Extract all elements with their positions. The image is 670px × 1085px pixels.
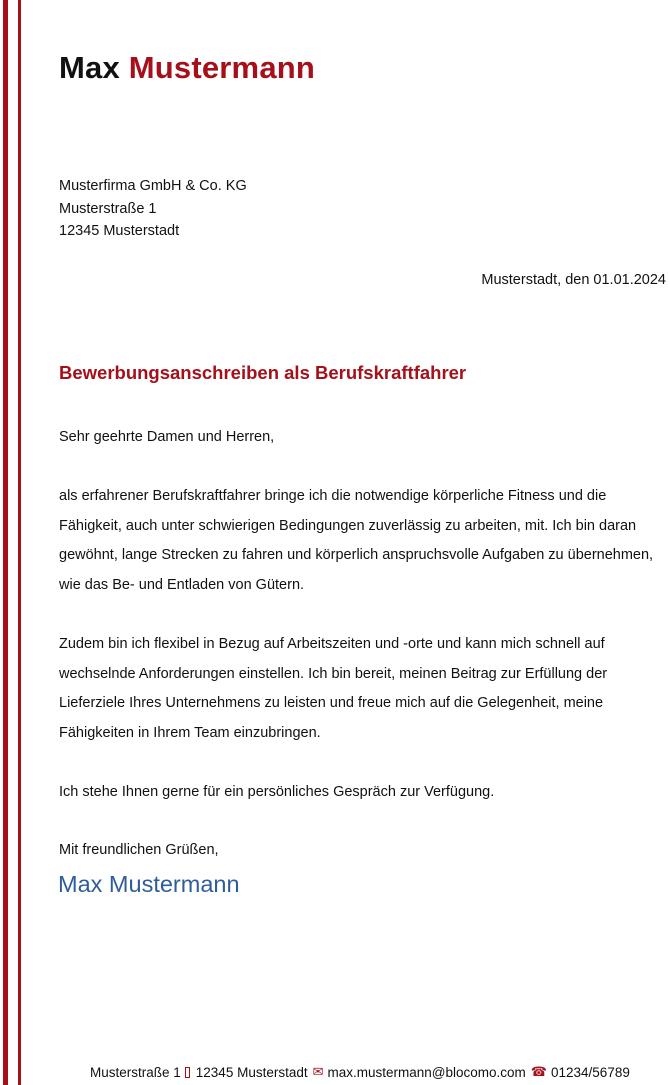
left-accent-bar-thin: [18, 0, 21, 1085]
footer-contact: [90, 1064, 630, 1080]
recipient-street: Musterstraße 1: [59, 200, 157, 217]
salutation: Sehr geehrte Damen und Herren,: [59, 429, 275, 445]
phone-icon: ☎: [530, 1064, 547, 1079]
body-line: Ich stehe Ihnen gerne für ein persönliches Gespräch zur Verfügung.: [59, 784, 495, 800]
recipient-address: [59, 175, 247, 243]
body-line: Lieferziele Ihres Unternehmens zu leisten und freue mich auf die Gelegenheit, meine: [59, 695, 604, 711]
sender-name-heading: [59, 50, 315, 86]
envelope-icon: ✉: [312, 1064, 324, 1079]
letter-date: Musterstadt, den 01.01.2024: [481, 272, 666, 288]
body-line: Fähigkeiten in Ihrem Team einzubringen.: [59, 724, 321, 741]
body-line: wechselnde Anforderungen einstellen. Ich bin bereit, meinen Beitrag zur Erfüllung der: [59, 665, 608, 682]
recipient-city: 12345 Musterstadt: [59, 223, 180, 239]
body-line: als erfahrener Berufskraftfahrer bringe ich die notwendige körperliche Fitness und die: [59, 488, 607, 504]
separator-icon: [185, 1067, 190, 1078]
body-line: Fähigkeit, auch unter schwierigen Bedingungen zuverlässig zu arbeiten, mit. Ich bin daran: [59, 517, 637, 534]
left-accent-bar-thick: [3, 0, 8, 1085]
sender-last-name: Mustermann: [128, 50, 316, 85]
recipient-company: Musterfirma GmbH & Co. KG: [59, 178, 247, 194]
footer-street: Musterstraße 1: [90, 1064, 181, 1080]
body-line: wie das Be- und Entladen von Gütern.: [59, 576, 305, 593]
body-line: gewöhnt, lange Strecken zu fahren und körperlich anspruchsvolle Aufgaben zu übernehmen,: [59, 547, 654, 563]
body-paragraph-1: [59, 482, 670, 600]
footer-phone[interactable]: 01234/56789: [551, 1064, 630, 1080]
closing-phrase: Mit freundlichen Grüßen,: [59, 842, 219, 858]
signature: Max Mustermann: [58, 871, 240, 897]
footer-email[interactable]: max.mustermann@blocomo.com: [327, 1064, 526, 1080]
footer-city: 12345 Musterstadt: [195, 1064, 308, 1080]
sender-first-name: Max: [59, 50, 120, 85]
body-paragraph-3: [59, 778, 670, 808]
body-line: Zudem bin ich flexibel in Bezug auf Arbeitszeiten und -orte und kann mich schnell auf: [59, 636, 605, 652]
body-paragraph-2: [59, 630, 670, 748]
letter-subject: Bewerbungsanschreiben als Berufskraftfahrer: [59, 362, 467, 383]
